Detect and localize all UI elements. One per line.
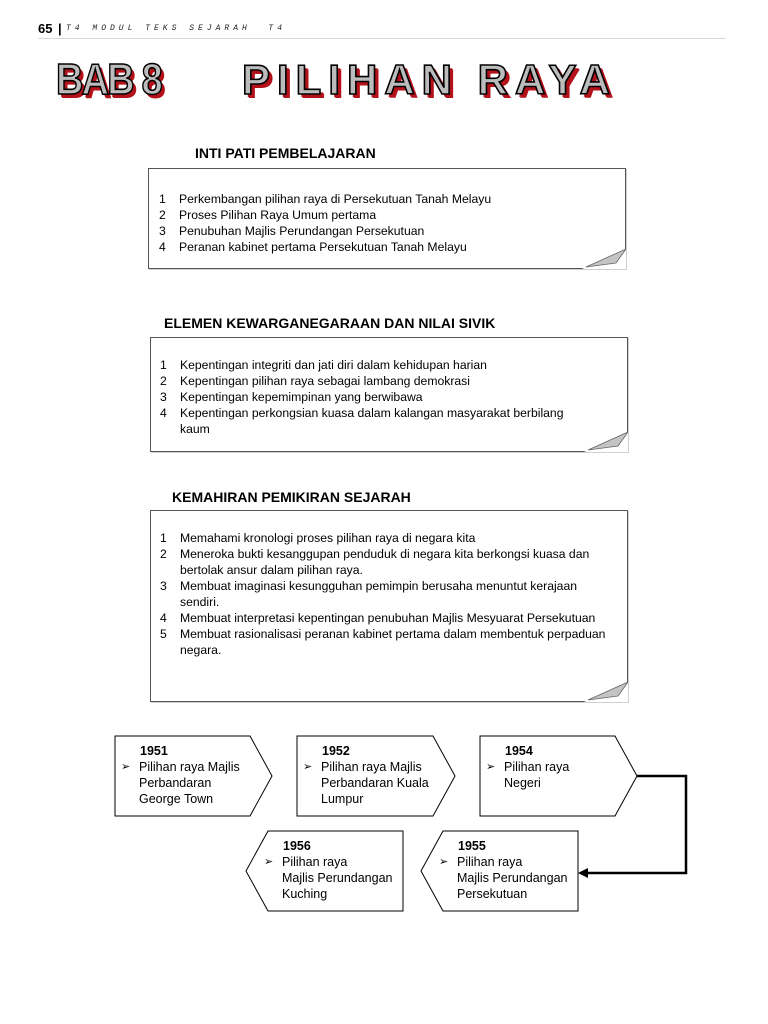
event-line: ➢ Pilihan raya Majlis xyxy=(121,760,240,774)
list-item: 5 Membuat rasionalisasi peranan kabinet pertama dalam membentuk perpaduan negara. xyxy=(160,627,606,657)
event-line: Majlis Perundangan xyxy=(282,871,393,885)
bullet-arrow-icon: ➢ xyxy=(264,856,274,868)
list-item: 2 Meneroka bukti kesanggupan penduduk di negara kita berkongsi kuasa dan bertolak ansur dalam pilihan raya. xyxy=(160,547,590,577)
list-item: 4 Peranan kabinet pertama Persekutuan Tanah Melayu xyxy=(159,240,467,254)
chapter-topic: PILIHAN RAYA xyxy=(242,56,617,103)
event-line: Lumpur xyxy=(321,792,364,806)
list-item: 1 Perkembangan pilihan raya di Persekutuan Tanah Melayu xyxy=(159,192,492,206)
connector-arrowhead-icon xyxy=(578,868,588,878)
event-year: 1955 xyxy=(458,839,486,853)
event-year: 1956 xyxy=(283,839,311,853)
section-heading-elemen: ELEMEN KEWARGANEGARAAN DAN NILAI SIVIK xyxy=(164,315,496,331)
list-item: 2 Proses Pilihan Raya Umum pertama xyxy=(159,208,377,222)
list-item: 3 Membuat imaginasi kesungguhan pemimpin berusaha menuntut kerajaan sendiri. xyxy=(160,579,578,609)
event-line: George Town xyxy=(139,792,214,806)
list-item: 3 Penubuhan Majlis Perundangan Persekutuan xyxy=(159,224,425,238)
timeline-event-1952 xyxy=(303,743,429,807)
event-line: ➢ Pilihan raya xyxy=(264,855,348,869)
event-line: Majlis Perundangan xyxy=(457,871,568,885)
list-item: 1 Kepentingan integriti dan jati diri dalam kehidupan harian xyxy=(160,358,487,372)
event-line: Negeri xyxy=(504,776,541,790)
list-item: 3 Kepentingan kepemimpinan yang berwibawa xyxy=(160,390,423,404)
list-item: 4 Membuat interpretasi kepentingan penubuhan Majlis Mesyuarat Persekutuan xyxy=(160,611,596,625)
bullet-arrow-icon: ➢ xyxy=(486,761,496,773)
event-line: ➢ Pilihan raya xyxy=(439,855,523,869)
bullet-arrow-icon: ➢ xyxy=(121,761,131,773)
event-year: 1951 xyxy=(140,744,168,758)
event-line: Persekutuan xyxy=(457,887,528,901)
chapter-number: BAB 8 xyxy=(56,55,161,104)
header-separator: | xyxy=(58,21,62,36)
section-heading-inti-pati: INTI PATI PEMBELAJARAN xyxy=(195,145,376,161)
section-heading-kemahiran: KEMAHIRAN PEMIKIRAN SEJARAH xyxy=(172,489,411,505)
event-line: ➢ Pilihan raya xyxy=(486,760,570,774)
list-item: 1 Memahami kronologi proses pilihan raya di negara kita xyxy=(160,531,476,545)
event-line: Perbandaran xyxy=(139,776,212,790)
event-line: ➢ Pilihan raya Majlis xyxy=(303,760,422,774)
event-year: 1954 xyxy=(505,744,533,758)
list-item: 4 Kepentingan perkongsian kuasa dalam kalangan masyarakat berbilang kaum xyxy=(160,406,564,436)
module-title: T4 MODUL TEKS SEJARAH T4 xyxy=(66,24,287,33)
bullet-arrow-icon: ➢ xyxy=(303,761,313,773)
page-number: 65 xyxy=(38,21,53,36)
list-item: 2 Kepentingan pilihan raya sebagai lambang demokrasi xyxy=(160,374,470,388)
timeline-event-1954 xyxy=(486,743,569,791)
timeline-event-1955 xyxy=(439,838,568,902)
event-line: Perbandaran Kuala xyxy=(321,776,429,790)
event-line: Kuching xyxy=(282,887,328,901)
event-year: 1952 xyxy=(322,744,350,758)
bullet-arrow-icon: ➢ xyxy=(439,856,449,868)
timeline-event-1951 xyxy=(121,743,240,807)
timeline-event-1956 xyxy=(264,838,393,902)
